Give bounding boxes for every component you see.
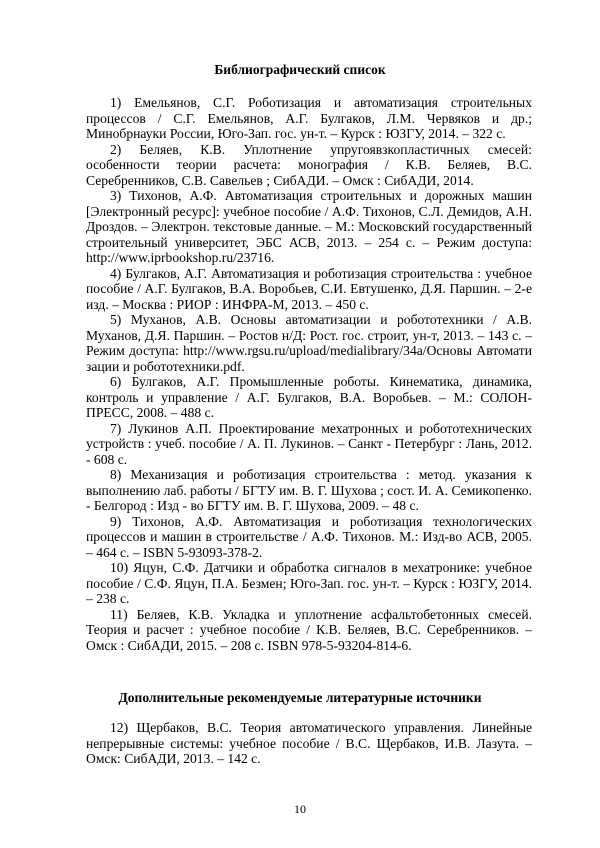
bibliography-entry: 12) Щербаков, В.С. Теория автоматического управления. Линейные непрерывные системы: учебное пособие / В.С. Щербаков, И.В. Лазута. – Омск: СибАДИ, 2013. – 142 с. [86, 720, 532, 766]
bibliography-title: Библиографический список [214, 62, 386, 77]
bibliography-entry: 7) Лукинов А.П. Проектирование мехатронных и робототехнических устройств : учеб. пособие / А. П. Лукинов. – Санкт - Петербург : Лань, 2012. - 608 с. [86, 420, 532, 467]
additional-sources-title: Дополнительные рекомендуемые литературные источники [118, 690, 482, 705]
page-number: 10 [294, 802, 306, 816]
bibliography-entry: 3) Тихонов, А.Ф. Автоматизация строительных и дорожных машин [Электронный ресурс]: учебное пособие / А.Ф. Тихонов, С.Л. Демидов, А.Н. Дроздов. – Электрон. текстовые данные. – М.: Московский государственный строительный университет, ЭБС АСВ, 2013. – 254 с. – Режим доступа: http://www.iprbookshop.ru/23716. [86, 188, 532, 265]
bibliography-entry: 10) Яцун, С.Ф. Датчики и обработка сигналов в мехатронике: учебное пособие / С.Ф. Яцун, П.А. Безмен; Юго-Зап. гос. ун-т. – Курск : ЮЗГУ, 2014. – 238 с. [86, 560, 532, 606]
bibliography-entry: 6) Булгаков, А.Г. Промышленные роботы. Кинематика, динамика, контроль и управление / А.Г. Булгаков, В.А. Воробьев. – М.: СОЛОН-ПРЕСС, 2008. – 488 с. [86, 374, 532, 420]
bibliography-entry: 9) Тихонов, А.Ф. Автоматизация и роботизация технологических процессов и машин в строительстве / А.Ф. Тихонов. М.: Изд-во АСВ, 2005. – 464 с. – ISBN 5-93093-378-2. [86, 513, 532, 560]
bibliography-entry: 5) Муханов, А.В. Основы автоматизации и робототехники / А.В. Муханов, Д.Я. Паршин. – Ростов н/Д: Рост. гос. строит, ун-т, 2013. – 143 с. – Режим доступа: http://www.rgsu.ru/upload/medialibrary/34a/Основы Автомати зации и робототехники.pdf. [86, 312, 532, 374]
bibliography-entry: 11) Беляев, К.В. Укладка и уплотнение асфальтобетонных смесей. Теория и расчет : учебное пособие / К.В. Беляев, В.С. Серебренников. – Омск : СибАДИ, 2015. – 208 с. ISBN 978-5-93204-814-6. [86, 606, 532, 653]
bibliography-entry: 8) Механизация и роботизация строительства : метод. указания к выполнению лаб. работы / БГТУ им. В. Г. Шухова ; сост. И. А. Семикопенко. - Белгород : Изд - во БГТУ им. В. Г. Шухова, 2009. – 48 с. [86, 467, 532, 513]
bibliography-entry: 2) Беляев, К.В. Уплотнение упругоявзкопластичных смесей: особенности теории расчета: монография / К.В. Беляев, В.С. Серебренников, С.В. Савельев ; СибАДИ. – Омск : СибАДИ, 2014. [86, 141, 532, 188]
bibliography-entry: 1) Емельянов, С.Г. Роботизация и автоматизация строительных процессов / С.Г. Емельянов, А.Г. Булгаков, Л.М. Червяков и др.; Минобрнауки России, Юго-Зап. гос. ун-т. – Курск : ЮЗГУ, 2014. – 322 с. [86, 95, 532, 141]
bibliography-list [86, 95, 532, 653]
additional-sources-list [86, 720, 532, 767]
bibliography-entry: 4) Булгаков, А.Г. Автоматизация и роботизация строительства : учебное пособие / А.Г. Булгаков, В.А. Воробьев, С.И. Евтушенко, Д.Я. Паршин. – 2-е изд. – Москва : РИОР : ИНФРА-М, 2013. – 450 с. [86, 265, 532, 312]
